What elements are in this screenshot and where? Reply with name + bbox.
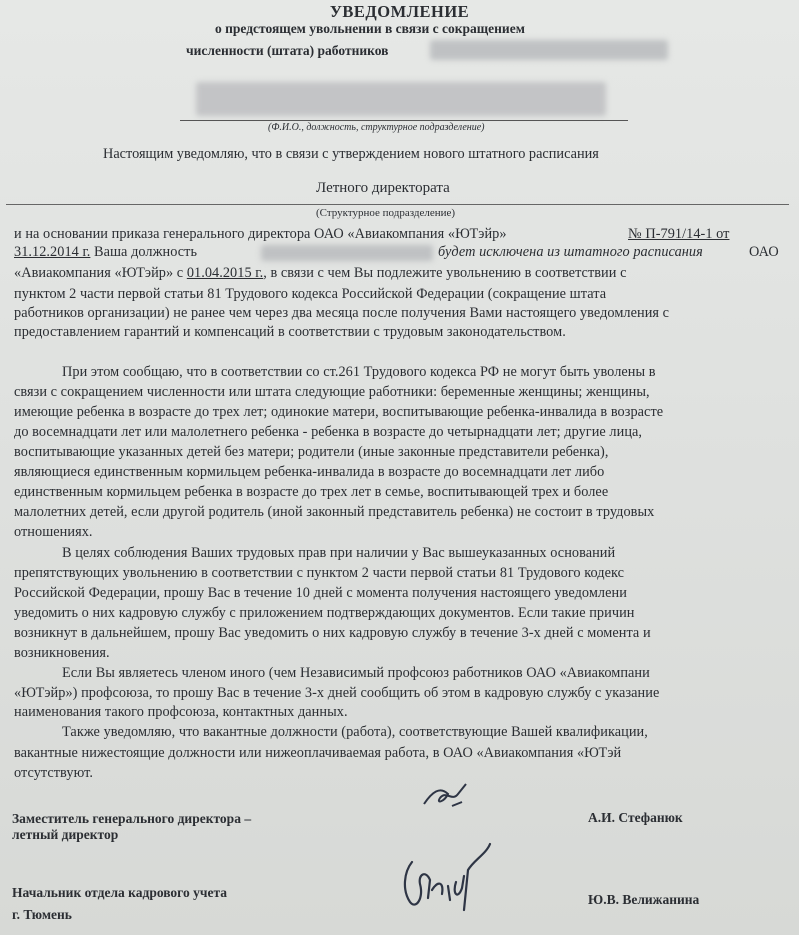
p1-line-1-text — [14, 225, 614, 243]
department-underline — [6, 204, 789, 205]
redacted-position — [261, 245, 433, 261]
p3-line-1: В целях соблюдения Ваших трудовых прав при наличии у Вас вышеуказанных оснований — [62, 545, 616, 561]
deputy-signature — [418, 780, 474, 812]
intro-text: Настоящим уведомляю, что в связи с утверждением нового штатного расписания — [103, 146, 599, 162]
deputy-name: А.И. Стефанюк — [588, 810, 683, 825]
p1-l2b: Ваша должность — [90, 244, 198, 260]
dismissal-date: 01.04.2015 г. — [186, 265, 264, 281]
p2-line-4: до восемнадцати лет или малолетнего ребенка - ребенка в возрасте до четырнадцати лет; другие лица, — [14, 424, 643, 440]
document-title: УВЕДОМЛЕНИЕ — [329, 2, 470, 21]
document-subtitle-line1: о предстоящем увольнении в связи с сокращением — [215, 21, 525, 36]
p1-line-4: пунктом 2 части первой статьи 81 Трудового кодекса Российской Федерации (сокращение штата — [14, 286, 607, 302]
p1-line-5: работников организации) не ранее чем через два месяца после получения Вами настоящего уведомления с — [14, 305, 670, 321]
p1-line-6: предоставлением гарантий и компенсаций в соответствии с трудовым законодательством. — [14, 324, 566, 340]
deputy-title-2: летный директор — [12, 827, 119, 842]
p5-line-2: вакантные нижестоящие должности или нижеоплачиваемая работа, в ОАО «Авиакомпания «ЮТэй — [14, 745, 622, 761]
hr-title-1: Начальник отдела кадрового учета — [12, 885, 228, 900]
p4-line-2: «ЮТэйр») профсоюза, то прошу Вас в течение 3-х дней сообщить об этом в кадровую службу с указание — [14, 685, 660, 701]
p3-line-2: препятствующих увольнению в соответствии с пунктом 2 части первой статьи 81 Трудового кодекс — [14, 565, 625, 581]
p5-line-3: отсутствуют. — [14, 765, 93, 781]
p3-line-3: Российской Федерации, прошу Вас в течение 10 дней с момента получения настоящего уведомлени — [14, 585, 627, 601]
hr-signature — [398, 840, 508, 918]
p1-line-2 — [14, 243, 789, 261]
p5-line-1: Также уведомляю, что вакантные должности (работа), соответствующие Вашей квалификации, — [62, 724, 648, 740]
redacted-name-header — [430, 40, 668, 60]
p3-line-6: возникновения. — [14, 645, 110, 661]
deputy-title-1: Заместитель генерального директора – — [12, 811, 252, 826]
hr-title-2: г. Тюмень — [12, 907, 72, 922]
fio-caption: (Ф.И.О., должность, структурное подразделение) — [268, 122, 485, 133]
p2-line-2: связи с сокращением численности или штата следующие работники: беременные женщины; женщины, — [14, 384, 650, 400]
p1-l1a: и на основании приказа генерального директора ОАО «Авиакомпания «ЮТэйр» — [14, 226, 507, 242]
document-subtitle-line2: численности (штата) работников — [186, 43, 389, 58]
p4-line-1: Если Вы являетесь членом иного (чем Независимый профсоюз работников ОАО «Авиакомпани — [62, 665, 650, 681]
p1-line-1 — [14, 225, 789, 243]
p2-line-8: малолетних детей, если другой родитель (иной законный представитель ребенка) не состоит в трудовых — [14, 504, 655, 520]
p1-l3a: «Авиакомпания «ЮТэйр» с — [14, 265, 187, 281]
p2-line-7: единственным кормильцем ребенка в возрасте до трех лет в семье, воспитывающей трех и более — [14, 484, 609, 500]
p4-line-3: наименования такого профсоюза, контактных данных. — [14, 704, 348, 720]
fio-underline — [180, 120, 628, 121]
p2-line-5: воспитывающие указанных детей без матери; родители (иные законные представители ребенка), — [14, 444, 609, 460]
p2-line-3: имеющие ребенка в возрасте до трех лет; одинокие матери, воспитывающие ребенка-инвалида в возрасте — [14, 404, 664, 420]
p3-line-5: возникнут в дальнейшем, прошу Вас уведомить о них кадровую службу в течение 3-х дней с момента и — [14, 625, 651, 641]
p1-l2d: ОАО — [749, 244, 779, 260]
order-number: № П-791/14-1 от — [628, 226, 730, 242]
p2-line-1: При этом сообщаю, что в соответствии со ст.261 Трудового кодекса РФ не могут быть уволены в — [62, 364, 656, 380]
p2-line-6: являющиеся единственным кормильцем ребенка-инвалида в возрасте до восемнадцати лет либо — [14, 464, 605, 480]
p1-line-3 — [14, 264, 626, 282]
redacted-employee-info — [196, 82, 606, 116]
order-date: 31.12.2014 г. — [14, 244, 91, 260]
p1-l2c: будет исключена из штатного расписания — [438, 244, 703, 260]
department-name: Летного директората — [316, 180, 450, 196]
p2-line-9: отношениях. — [14, 524, 93, 540]
p1-l3c: , в связи с чем Вы подлежите увольнению в соответствии с — [263, 265, 627, 281]
department-caption: (Структурное подразделение) — [316, 207, 456, 219]
hr-name: Ю.В. Велижанина — [588, 892, 700, 907]
p3-line-4: уведомить о них кадровую службу с приложением подтверждающих документов. Если такие причин — [14, 605, 635, 621]
